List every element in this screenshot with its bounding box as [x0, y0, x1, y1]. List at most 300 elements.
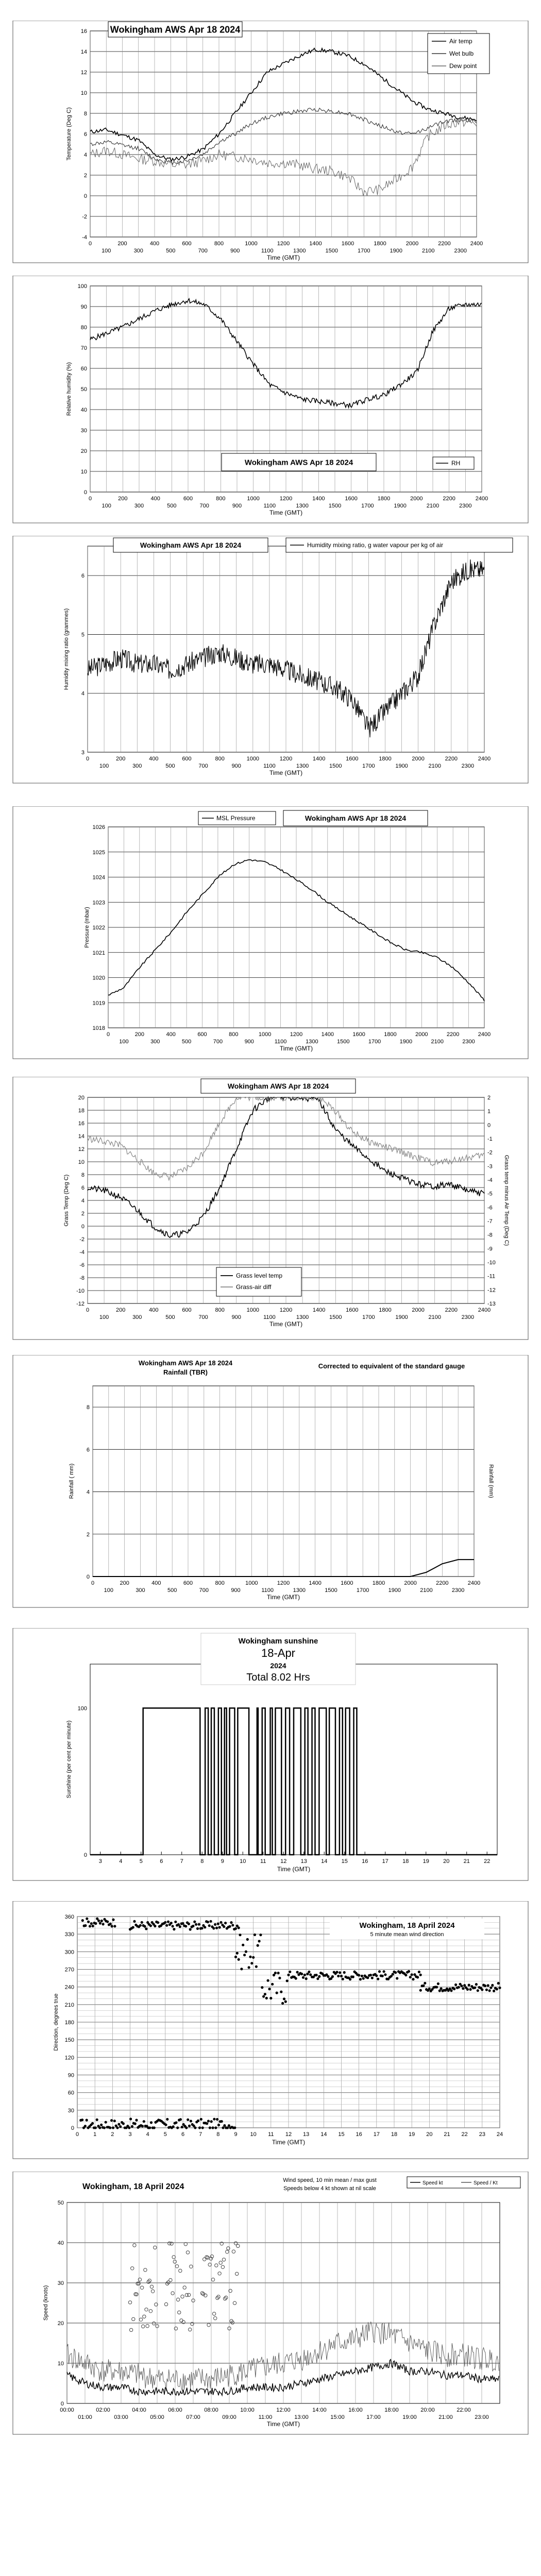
direction-point — [335, 1971, 338, 1973]
direction-point — [259, 1934, 262, 1936]
x-tick-label: 1500 — [329, 763, 342, 769]
direction-point — [192, 1925, 194, 1927]
x-axis-label: Time (GMT) — [272, 2139, 306, 2146]
direction-point — [283, 1997, 285, 2000]
x-tick-label: 17 — [373, 2131, 380, 2138]
y-tick-label: 40 — [80, 407, 87, 413]
y-tick-label: -2 — [82, 214, 87, 220]
x-tick-label: 1800 — [377, 496, 391, 502]
x-tick-label: 1200 — [279, 756, 293, 762]
direction-point — [81, 2119, 83, 2121]
x-tick-label: 2000 — [412, 1307, 425, 1313]
direction-point — [209, 2126, 211, 2129]
sunshine-chart — [0, 1628, 541, 1886]
x-tick-label: 10:00 — [240, 2407, 255, 2413]
direction-point — [172, 2125, 175, 2128]
direction-point — [89, 1925, 91, 1927]
x-tick-label: 12 — [280, 1858, 287, 1865]
direction-point — [84, 2125, 87, 2127]
y-tick-label: 1026 — [92, 824, 105, 831]
y-tick-label: -4 — [79, 1249, 84, 1256]
y-tick-label: 8 — [86, 1404, 90, 1411]
x-tick-label: 4 — [119, 1858, 123, 1865]
x-tick-label: 400 — [150, 496, 160, 502]
y2-tick-label: -13 — [487, 1301, 496, 1307]
chart-subtitle-2: Speeds below 4 kt shown at nil scale — [283, 2185, 376, 2192]
direction-point — [249, 1956, 251, 1958]
direction-point — [217, 2124, 220, 2126]
direction-point — [141, 1921, 143, 1924]
y-tick-label: 2 — [86, 1531, 90, 1538]
direction-point — [416, 1976, 419, 1978]
x-tick-label: 500 — [167, 1587, 177, 1594]
x-tick-label: 2200 — [446, 1031, 460, 1038]
direction-point — [119, 2125, 122, 2128]
x-tick-label: 900 — [231, 1314, 241, 1320]
direction-point — [424, 1982, 426, 1985]
x-tick-label: 400 — [149, 1307, 159, 1313]
y-tick-label: 20 — [78, 1095, 84, 1101]
chart-title: Wokingham AWS Apr 18 2024 — [305, 814, 407, 822]
y-tick-label: 60 — [80, 366, 87, 372]
x-tick-label: 03:00 — [114, 2414, 128, 2420]
x-tick-label: 2300 — [454, 248, 467, 254]
x-tick-label: 16 — [356, 2131, 362, 2138]
x-tick-label: 0 — [75, 2131, 79, 2138]
direction-point — [213, 2118, 215, 2121]
x-tick-label: 500 — [181, 1039, 192, 1045]
x-tick-label: 2300 — [461, 1314, 475, 1320]
x-tick-label: 700 — [198, 763, 208, 769]
y-tick-label: 10 — [78, 1159, 84, 1165]
y-tick-label: 6 — [81, 573, 84, 580]
direction-point — [466, 1988, 469, 1991]
x-tick-label: 20 — [426, 2131, 433, 2138]
y-tick-label: 90 — [80, 304, 87, 310]
direction-point — [165, 1924, 168, 1927]
x-tick-label: 1100 — [261, 248, 274, 254]
x-tick-label: 0 — [88, 496, 92, 502]
direction-point — [110, 2119, 113, 2122]
direction-point — [477, 1989, 479, 1992]
direction-point — [394, 1971, 397, 1974]
x-tick-label: 300 — [133, 248, 143, 254]
direction-point — [216, 2118, 218, 2121]
direction-point — [261, 1986, 263, 1989]
y-tick-label: 8 — [81, 1172, 84, 1178]
y-tick-label: 12 — [78, 1146, 84, 1153]
x-tick-label: 8 — [216, 2131, 220, 2138]
direction-point — [289, 1971, 291, 1973]
chart-title: Wokingham, 18 April 2024 — [82, 2182, 184, 2191]
x-tick-label: 15 — [338, 2131, 345, 2138]
x-tick-label: 800 — [215, 1307, 225, 1313]
x-axis-label: Time (GMT) — [266, 254, 300, 261]
panel-temperature — [0, 21, 541, 268]
direction-point — [340, 1975, 343, 1977]
legend-label: Humidity mixing ratio, g water vapour per kg of air — [307, 541, 444, 549]
direction-point — [133, 1920, 136, 1923]
direction-point — [117, 2123, 120, 2126]
x-tick-label: 0 — [86, 1307, 90, 1313]
direction-point — [109, 1923, 112, 1925]
direction-point — [198, 2126, 201, 2129]
direction-point — [111, 1925, 113, 1927]
direction-point — [277, 1972, 280, 1974]
x-tick-label: 1200 — [290, 1031, 303, 1038]
x-tick-label: 15 — [341, 1858, 348, 1865]
x-tick-label: 2100 — [420, 1587, 433, 1594]
panel-mixing-ratio — [0, 536, 541, 788]
x-tick-label: 1400 — [312, 1307, 326, 1313]
y2-tick-label: -10 — [487, 1260, 496, 1266]
direction-point — [280, 1991, 282, 1993]
x-tick-label: 12:00 — [276, 2407, 291, 2413]
direction-point — [106, 1920, 109, 1923]
x-tick-label: 200 — [118, 496, 128, 502]
direction-point — [135, 2119, 138, 2122]
direction-point — [383, 1970, 385, 1973]
direction-point — [164, 2124, 167, 2126]
direction-point — [145, 1927, 147, 1930]
y2-tick-label: -11 — [487, 1273, 496, 1280]
y-tick-label: 4 — [81, 690, 84, 697]
date-label: 18-Apr — [261, 1647, 296, 1659]
panel-sunshine — [0, 1628, 541, 1886]
direction-point — [318, 1975, 320, 1978]
y-tick-label: 2 — [83, 173, 87, 179]
x-tick-label: 11 — [268, 2131, 274, 2138]
direction-point — [396, 1977, 398, 1979]
x-tick-label: 100 — [102, 503, 111, 509]
direction-point — [132, 1926, 134, 1928]
direction-point — [485, 1989, 488, 1991]
direction-point — [496, 1988, 498, 1990]
y-tick-label: 1020 — [92, 975, 105, 981]
x-tick-label: 1900 — [399, 1039, 413, 1045]
direction-point — [487, 1984, 489, 1987]
y-tick-label: 30 — [67, 2107, 74, 2114]
x-tick-label: 300 — [132, 1314, 142, 1320]
y2-tick-label: -1 — [487, 1136, 493, 1142]
direction-point — [409, 1976, 412, 1978]
direction-point — [234, 1956, 237, 1958]
x-tick-label: 22:00 — [457, 2407, 471, 2413]
total-label: Total 8.02 Hrs — [246, 1672, 310, 1683]
x-tick-label: 8 — [200, 1858, 204, 1865]
y-tick-label: 0 — [86, 1574, 90, 1580]
x-tick-label: 500 — [166, 248, 176, 254]
y-tick-label: 50 — [57, 2200, 64, 2206]
direction-point — [210, 2120, 213, 2123]
x-tick-label: 6 — [160, 1858, 163, 1865]
x-tick-label: 11:00 — [258, 2414, 273, 2420]
chart-title: Wokingham AWS Apr 18 2024 — [140, 540, 242, 549]
y-tick-label: 100 — [77, 283, 87, 290]
wind-direction-chart — [0, 1901, 541, 2164]
x-tick-label: 1400 — [312, 756, 326, 762]
direction-point — [226, 2126, 229, 2129]
direction-point — [488, 1989, 491, 1992]
x-tick-label: 1100 — [263, 1314, 276, 1320]
y-tick-label: 12 — [80, 70, 87, 76]
direction-point — [167, 1921, 170, 1923]
x-tick-label: 1300 — [306, 1039, 318, 1045]
x-tick-label: 1900 — [394, 503, 407, 509]
direction-point — [197, 2120, 199, 2122]
direction-point — [122, 2122, 125, 2125]
direction-point — [224, 1922, 227, 1924]
chart-title: Wokingham AWS Apr 18 2024 — [110, 24, 241, 35]
direction-point — [97, 1920, 100, 1922]
direction-point — [246, 1938, 249, 1941]
y-tick-label: 0 — [83, 1852, 87, 1858]
direction-point — [240, 1968, 243, 1970]
x-tick-label: 700 — [213, 1039, 223, 1045]
x-tick-label: 2100 — [428, 1314, 441, 1320]
direction-point — [194, 2126, 196, 2129]
temperature-chart — [0, 21, 541, 268]
x-tick-label: 15:00 — [330, 2414, 345, 2420]
legend-label: Speed kt — [422, 2180, 443, 2186]
y-tick-label: -10 — [76, 1288, 84, 1294]
x-tick-label: 3 — [98, 1858, 102, 1865]
y-tick-label: 16 — [80, 28, 87, 35]
x-tick-label: 2400 — [475, 496, 488, 502]
direction-point — [193, 1921, 196, 1923]
x-tick-label: 18 — [391, 2131, 398, 2138]
direction-point — [267, 1979, 269, 1982]
y2-tick-label: 2 — [487, 1095, 491, 1101]
pressure-chart — [0, 806, 541, 1064]
chart-subtitle: 5 minute mean wind direction — [370, 1931, 444, 1938]
y-tick-label: -2 — [79, 1236, 84, 1243]
y-axis-label: Sunshine (per cent per minute) — [66, 1720, 72, 1799]
direction-point — [264, 1993, 266, 1995]
y-axis-label: Temperature (Deg C) — [66, 107, 72, 161]
x-tick-label: 14 — [320, 2131, 327, 2138]
direction-point — [418, 1971, 420, 1973]
direction-point — [218, 1926, 221, 1928]
y2-tick-label: -4 — [487, 1177, 493, 1183]
legend-label: Air temp — [449, 38, 472, 45]
direction-point — [233, 2126, 236, 2129]
direction-point — [103, 2126, 106, 2129]
direction-point — [375, 1974, 378, 1977]
direction-point — [327, 1975, 329, 1978]
direction-point — [94, 2126, 97, 2129]
direction-point — [154, 1925, 156, 1927]
x-tick-label: 700 — [198, 1314, 208, 1320]
x-tick-label: 100 — [99, 763, 109, 769]
x-tick-label: 1300 — [296, 763, 309, 769]
direction-point — [187, 2119, 189, 2121]
x-tick-label: 21 — [444, 2131, 450, 2138]
x-tick-label: 20:00 — [420, 2407, 435, 2413]
x-tick-label: 800 — [229, 1031, 239, 1038]
direction-point — [440, 1987, 443, 1990]
y-tick-label: 14 — [78, 1133, 84, 1140]
direction-point — [181, 2126, 183, 2128]
direction-point — [223, 2124, 226, 2127]
direction-point — [238, 1926, 240, 1929]
y-tick-label: 270 — [64, 1967, 74, 1973]
x-tick-label: 1200 — [279, 496, 293, 502]
y-tick-label: 80 — [80, 325, 87, 331]
y-tick-label: 30 — [57, 2280, 64, 2286]
direction-point — [185, 2126, 188, 2129]
x-tick-label: 300 — [134, 503, 144, 509]
y-tick-label: 0 — [71, 2125, 74, 2131]
x-tick-label: 1600 — [345, 496, 358, 502]
chart-title: Wokingham AWS Apr 18 2024 — [138, 1359, 233, 1367]
y-tick-label: 8 — [83, 111, 87, 117]
chart-title: Wokingham, 18 April 2024 — [359, 1921, 455, 1930]
direction-point — [188, 2125, 191, 2127]
direction-point — [170, 1922, 173, 1924]
x-tick-label: 1500 — [325, 248, 338, 254]
x-tick-label: 2000 — [404, 1580, 417, 1586]
x-tick-label: 16:00 — [348, 2407, 363, 2413]
direction-point — [239, 1934, 241, 1936]
panel-pressure — [0, 806, 541, 1064]
y2-tick-label: -3 — [487, 1163, 493, 1170]
legend-label: MSL Pressure — [216, 815, 256, 822]
direction-point — [497, 1982, 500, 1985]
x-tick-label: 1900 — [388, 1587, 401, 1594]
y-tick-label: 70 — [80, 345, 87, 351]
x-tick-label: 900 — [231, 763, 241, 769]
x-tick-label: 1700 — [362, 763, 375, 769]
direction-point — [102, 1923, 105, 1925]
y-tick-label: 0 — [81, 1224, 84, 1230]
y-tick-label: 1022 — [92, 925, 105, 931]
panel-grass-temp — [0, 1077, 541, 1345]
direction-point — [404, 1974, 407, 1976]
x-tick-label: 2200 — [445, 1307, 458, 1313]
x-tick-label: 300 — [136, 1587, 145, 1594]
x-tick-label: 0 — [86, 756, 90, 762]
x-tick-label: 1100 — [274, 1039, 287, 1045]
y-tick-label: 14 — [80, 49, 87, 55]
direction-point — [278, 1977, 281, 1979]
x-tick-label: 7 — [199, 2131, 202, 2138]
direction-point — [253, 1934, 256, 1936]
x-tick-label: 1100 — [261, 1587, 274, 1594]
y-tick-label: 100 — [77, 1705, 87, 1712]
grass-temp-chart — [0, 1077, 541, 1345]
direction-point — [84, 1924, 87, 1927]
direction-point — [112, 1919, 114, 1921]
direction-point — [207, 1921, 209, 1923]
x-tick-label: 2000 — [415, 1031, 428, 1038]
direction-point — [184, 1925, 187, 1927]
x-tick-label: 2200 — [438, 241, 451, 247]
y-tick-label: 180 — [64, 2020, 74, 2026]
x-tick-label: 5 — [139, 1858, 143, 1865]
x-tick-label: 600 — [182, 1307, 192, 1313]
legend-label: RH — [451, 460, 461, 467]
y-tick-label: 0 — [83, 193, 87, 199]
x-axis-label: Time (GMT) — [269, 1320, 303, 1328]
x-tick-label: 1400 — [309, 1580, 322, 1586]
direction-point — [150, 2121, 153, 2124]
direction-point — [268, 1988, 270, 1990]
y-axis-label: Direction, degrees true — [53, 1993, 59, 2051]
direction-point — [371, 1977, 374, 1979]
y-tick-label: 20 — [57, 2320, 64, 2327]
direction-point — [179, 1925, 181, 1928]
direction-point — [148, 2126, 151, 2129]
x-tick-label: 0 — [106, 1031, 110, 1038]
x-tick-label: 500 — [167, 503, 177, 509]
direction-point — [105, 2121, 107, 2124]
x-tick-label: 12 — [285, 2131, 292, 2138]
x-tick-label: 23:00 — [475, 2414, 489, 2420]
direction-point — [207, 2120, 210, 2122]
direction-point — [181, 1922, 184, 1925]
direction-point — [286, 1979, 289, 1982]
x-tick-label: 1900 — [395, 763, 408, 769]
direction-point — [493, 1990, 495, 1992]
x-tick-label: 1100 — [263, 763, 276, 769]
direction-point — [271, 1983, 274, 1986]
direction-point — [204, 1926, 206, 1928]
x-tick-label: 5 — [163, 2131, 167, 2138]
x-tick-label: 1700 — [358, 248, 370, 254]
direction-point — [179, 2118, 182, 2121]
x-tick-label: 600 — [182, 756, 192, 762]
x-tick-label: 9 — [234, 2131, 238, 2138]
direction-point — [287, 1974, 290, 1976]
x-tick-label: 200 — [120, 1580, 129, 1586]
x-tick-label: 200 — [115, 1307, 126, 1313]
x-tick-label: 200 — [115, 756, 126, 762]
direction-point — [255, 1965, 258, 1968]
y2-tick-label: -5 — [487, 1191, 493, 1197]
direction-point — [189, 1928, 192, 1930]
direction-point — [309, 1973, 312, 1976]
x-tick-label: 400 — [166, 1031, 176, 1038]
x-tick-label: 1500 — [325, 1587, 337, 1594]
direction-point — [339, 1971, 341, 1974]
x-tick-label: 2100 — [426, 503, 439, 509]
y2-tick-label: 1 — [487, 1108, 491, 1115]
direction-point — [100, 2124, 103, 2126]
legend-label: Grass level temp — [236, 1272, 283, 1279]
direction-point — [469, 1988, 472, 1991]
x-tick-label: 00:00 — [60, 2407, 74, 2413]
x-tick-label: 3 — [128, 2131, 132, 2138]
direction-point — [337, 1975, 340, 1977]
direction-point — [274, 1972, 277, 1974]
y-tick-label: 4 — [83, 152, 87, 158]
direction-point — [157, 1921, 159, 1924]
x-tick-label: 07:00 — [186, 2414, 200, 2420]
y2-tick-label: -12 — [487, 1287, 496, 1294]
x-tick-label: 800 — [215, 1580, 225, 1586]
x-tick-label: 100 — [102, 248, 111, 254]
direction-point — [234, 1927, 237, 1930]
direction-point — [208, 1924, 211, 1927]
direction-point — [198, 1923, 200, 1926]
direction-point — [214, 1923, 216, 1926]
x-tick-label: 13 — [300, 1858, 307, 1865]
direction-point — [166, 2118, 168, 2121]
direction-point — [149, 1924, 152, 1927]
x-tick-label: 2400 — [470, 241, 483, 247]
x-tick-label: 1300 — [296, 1314, 309, 1320]
